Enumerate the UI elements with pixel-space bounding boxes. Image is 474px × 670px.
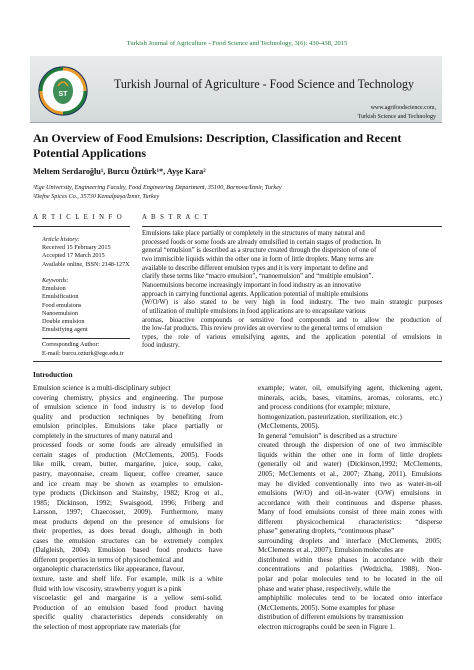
- text-line: amphiphilic molecules tend to be located onto interface: [258, 594, 443, 603]
- text-line: processed foods or some foods are already emulsified in certain stages of production. In: [142, 238, 381, 246]
- text-line: phase and water phase, respectively, while the: [258, 584, 391, 593]
- text-line: Available online, ISSN: 2148-127X: [42, 260, 130, 268]
- text-line: Nanoemulsions become increasingly important in food industry as an innovative: [142, 281, 362, 289]
- text-line: certain stages of production (McClements, 2005). Foods: [33, 450, 224, 459]
- text-line: McClements et al., 2007). Emulsion molecules are: [258, 546, 404, 555]
- journal-banner: [30, 56, 442, 123]
- text-line: may be divided conventionally into two as water-in-oil: [258, 479, 442, 488]
- text-line: two immiscible liquids within the other one in form of little droplets. Many terms are: [142, 255, 374, 263]
- text-line: Food emulsions: [42, 301, 82, 309]
- text-line: 1985; Dickinson, 1992; Swaisgood, 1996; Friberg and: [33, 498, 223, 507]
- text-line: like milk, cream, butter, margarine, juice, soup, cake,: [33, 460, 223, 469]
- journal-url-link[interactable]: www.agrifoodscience.com,: [370, 105, 436, 111]
- section-heading-introduction: Introduction: [33, 370, 73, 379]
- text-line: surrounding droplets and interface (McClements, 2005;: [258, 536, 442, 545]
- journal-logo: [34, 64, 92, 122]
- text-line: Accepted 17 March 2015: [42, 252, 105, 260]
- text-line: clarify these terms like “macro emulsion”, “nanoemulsion” and “multiple emulsion”.: [142, 273, 374, 281]
- banner-journal-title: Turkish Journal of Agriculture - Food Science and Technology: [114, 77, 414, 91]
- paper-title-line: An Overview of Food Emulsions: Description, Classification and Recent: [33, 131, 402, 145]
- text-line: (McClements, 2005).: [258, 422, 320, 431]
- text-line: Article history:: [42, 236, 80, 243]
- text-line: pastry, mayonnaise, cream liqueur, coffee creamer, sauce: [33, 469, 223, 478]
- text-line: Larsson, 1997; Chaecosset, 2009). Furthermore, many: [33, 508, 224, 517]
- text-line: minerals, acids, bases, vitamins, aromas, colorants, etc.): [258, 393, 443, 402]
- text-line: (McClements, 2005). Some examples for phase: [258, 603, 395, 612]
- text-line: Emulsions take place partially or completely in the structures of many natural and: [142, 230, 365, 237]
- text-line: phase” generating droplets, “continuous phase”: [258, 527, 395, 536]
- text-line: texture, taste and shelf life. For example, milk is a white: [33, 575, 223, 583]
- text-line: electron micrographs could be seen in Figure 1.: [258, 622, 395, 631]
- text-line: Emulsification: [42, 293, 79, 301]
- text-line: and process conditions (for example; mixture,: [258, 403, 391, 412]
- corresponding-email[interactable]: E-mail: burcu.ozturk@ege.edu.tr: [42, 350, 124, 357]
- text-line: covering chemistry, physics and engineering. The purpose: [33, 393, 224, 402]
- text-line: different properties in terms of physicochemical and: [33, 555, 184, 564]
- text-line: of utilization of multiple emulsions in food applications are to encapsulate various: [142, 307, 366, 315]
- text-line: homogenization, pasteurization, sterilization, etc.): [258, 412, 402, 421]
- publisher-name: Turkish Science and Technology: [357, 114, 436, 120]
- text-line: of emulsion science in food industry is to develop food: [33, 403, 224, 412]
- text-line: In general “emulsion” is described as a structure: [258, 431, 398, 440]
- text-line: 2005; McClements et al., 2007; Zhang, 2011). Emulsions: [258, 469, 442, 478]
- text-line: general “emulsion” is described as a structure created through the dispersion of one of: [142, 247, 377, 255]
- svg-text:ST: ST: [58, 91, 68, 98]
- text-line: Emulsifying agent: [42, 326, 88, 334]
- abstract-heading: A B S T R A C T: [142, 214, 209, 221]
- text-line: Production of an emulsion based food product having: [33, 603, 224, 612]
- text-line: and ice cream may be shown as examples to emulsion-: [33, 479, 223, 488]
- text-line: example; water, oil, emulsifying agent, thickening agent,: [258, 384, 443, 392]
- text-line: food industry.: [142, 342, 180, 350]
- text-line: (generally oil and water) (Dickinson,1992; McClements,: [258, 460, 443, 469]
- text-line: the selection of most appropriate raw materials (for: [33, 622, 181, 631]
- text-line: Emulsion science is a multi-disciplinary subject: [33, 384, 171, 392]
- text-line: emulsion principles. Emulsions take place partially or: [33, 422, 223, 431]
- text-line: accordance with their continuous and disperse phases.: [258, 498, 443, 507]
- affiliation: ¹Ege University, Engineering Faculty, Food Engineering Department, 35100, Bornova/İzmir, Turkey: [33, 184, 282, 191]
- text-line: concentrations and polarities (Wedzicha, 1988). Non-: [258, 565, 442, 574]
- text-line: Received 15 February 2015: [42, 244, 111, 252]
- journal-citation: Turkish Journal of Agriculture - Food Science and Technology, 3(6): 430-438, 2015: [126, 40, 348, 47]
- text-line: distributed within these phases in accordance with their: [258, 555, 443, 564]
- text-line: cases the emulsion structures can be extremely complex: [33, 536, 224, 545]
- text-line: emulsions (W/O) and oil-in-water (O/W) emulsions in: [258, 489, 442, 498]
- text-line: liquids within the other one in form of little droplets: [258, 450, 442, 459]
- text-line: fluid with low viscosity, strawberry yogurt is a pink: [33, 584, 182, 593]
- text-line: available to describe different emulsion types and it is very important to define and: [142, 264, 368, 272]
- text-line: different physicochemical characteristics: “disperse: [258, 517, 443, 526]
- text-line: aromas, bioactive compounds or sensitive food compounds and to allow the production of: [142, 316, 442, 324]
- text-line: (W/O/W) is also stated to be very high in food industry. The two main strategic purposes: [142, 299, 443, 307]
- text-line: processed foods or some foods are already emulsified in: [33, 441, 223, 450]
- paper-title-line: Potential Applications: [33, 146, 147, 160]
- text-line: approach in carrying functional agents. Application potential of multiple emulsions: [142, 290, 369, 298]
- text-line: Keywords:: [42, 277, 69, 284]
- divider: [42, 338, 130, 339]
- text-line: organoleptic characteristics like appearance, flavour,: [33, 565, 185, 574]
- text-line: polar and polar molecules tend to be located in the oil: [258, 575, 443, 583]
- article-info-heading: A R T I C L E I N F O: [33, 214, 124, 221]
- author-list: Meltem Serdaroğlu¹, Burcu Öztürk¹*, Ayşe Kara²: [33, 167, 206, 176]
- text-line: Nanoemulsion: [42, 309, 79, 317]
- text-line: Many of food emulsions consist of three main zones with: [258, 508, 443, 517]
- divider: [33, 361, 442, 362]
- divider: [33, 226, 130, 227]
- corresponding-author-label: Corresponding Author:: [42, 341, 100, 348]
- text-line: Double emulsion: [42, 318, 85, 325]
- text-line: (Dalgleish, 2004). Emulsion based food products have: [33, 546, 223, 555]
- text-line: Emulsion: [42, 285, 66, 293]
- text-line: specific quality characteristics depends considerably on: [33, 613, 223, 622]
- text-line: type products (Dickinson and Stainsby, 1982; Krog et al.,: [33, 489, 224, 498]
- text-line: viscoelastic gel and margarine is a yellow semi-solid.: [33, 594, 223, 603]
- text-line: created through the dispersion of one of two immiscible: [258, 441, 442, 450]
- text-line: quality and production techniques by benefiting from: [33, 412, 224, 421]
- text-line: their properties, as does bread dough, although in both: [33, 527, 223, 536]
- text-line: the low-fat products. This review provides an overview to the general terms of emulsion: [142, 325, 382, 333]
- text-line: types, the role of various emulsifying agents, and the application potential of emulsions in: [142, 333, 442, 341]
- divider: [142, 226, 442, 227]
- affiliation: ²Defne Spices Co., 35730 Kemalpaşa/İzmir, Turkey: [33, 193, 160, 200]
- text-line: distribution of different emulsions by transmission: [258, 613, 404, 622]
- text-line: meat products depend on the presence of emulsions for: [33, 517, 224, 526]
- paper-title: [33, 131, 401, 161]
- text-line: completely in the structures of many natural and: [33, 431, 173, 440]
